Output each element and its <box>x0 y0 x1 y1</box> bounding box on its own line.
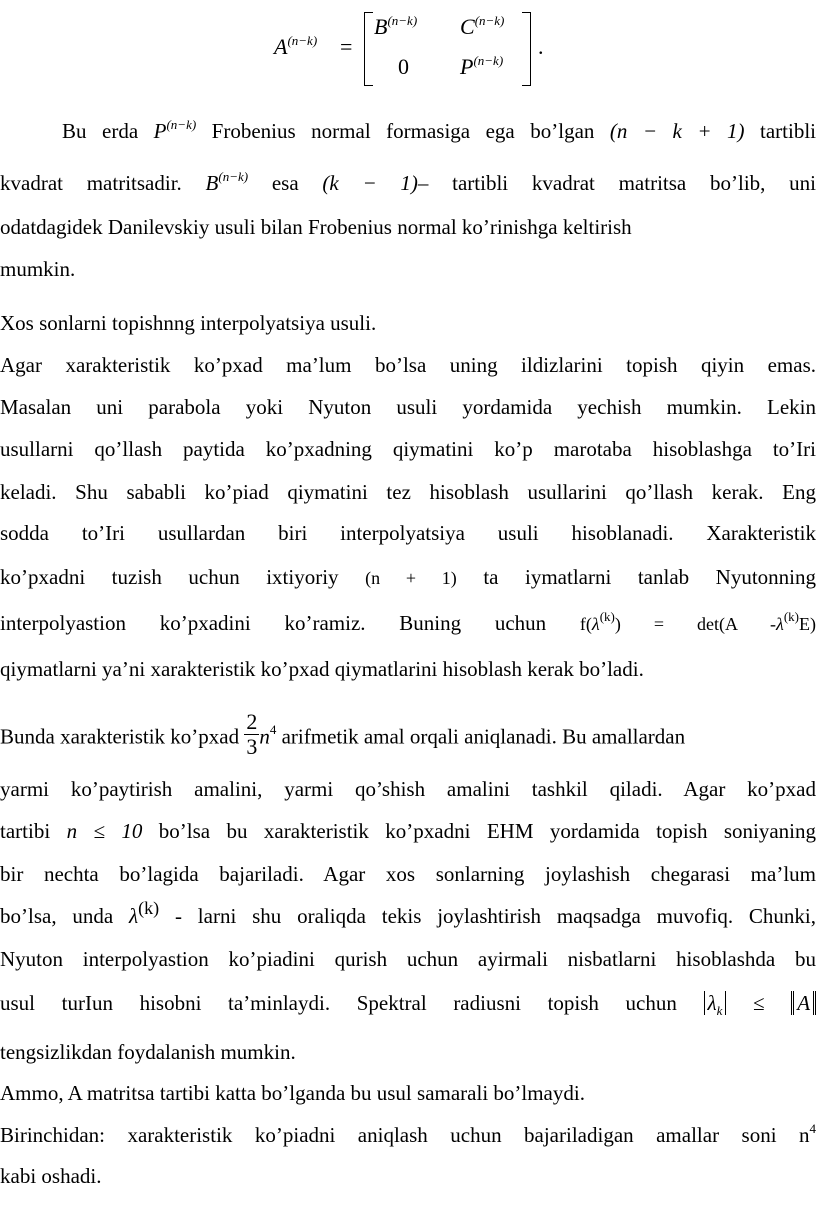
eq-equals: = <box>340 34 353 59</box>
p2-line8: qiymatlarni ya’ni xarakteristik ko’pxad qiymatlarini hisoblash kerak bo’ladi. <box>0 657 644 681</box>
p1-line4: mumkin. <box>0 257 76 281</box>
section-heading: Xos sonlarni topishnng interpolyatsiya usuli. <box>0 311 377 335</box>
matrix-left-bracket <box>364 12 373 86</box>
p2-line3: usullarni qo’llash paytida ko’pxadning qiymatini ko’p marotaba hisoblashga to’Iri <box>0 437 816 461</box>
fraction-two-thirds: $\frac{2}{3}$ <box>246 709 258 759</box>
p2-line1: Agar xarakteristik ko’pxad ma’lum bo’lsa uning ildizlarini topish qiyin emas. <box>0 353 816 377</box>
p5-line1: Birinchidan: xarakteristik ko’piadni aniqlash uchun bajariladigan amallar soni $n^4$ <box>0 1121 816 1147</box>
p2-line2: Masalan uni parabola yoki Nyuton usuli yordamida yechish mumkin. Lekin <box>0 395 816 419</box>
p1-line3: odatdagidek Danilevskiy usuli bilan Frobenius normal ko’rinishga keltirish <box>0 215 632 239</box>
p3-line7: usul turIun hisobni ta’minlaydi. Spektral radiusni topish uchun $\lambda_k \le A$ <box>0 990 816 1016</box>
p3-line6: Nyuton interpolyastion ko’piadini qurish uchun ayirmali nisbatlarni hisoblashda bu <box>0 947 816 971</box>
p1-line2: kvadrat matritsadir. $B^{(n-k)}$ esa (k − 1)– tartibli kvadrat matritsa bo’lib, uni <box>0 169 816 195</box>
p3-line4: bir nechta bo’lagida bajariladi. Agar xos sonlarning joylashish chegarasi ma’lum <box>0 862 816 886</box>
matrix-equation <box>0 0 816 100</box>
p3-line1: Bunda xarakteristik ko’pxad $\frac{2}{3}$ $n^4$ arifmetik amal orqali aniqlanadi. Bu amallardan <box>0 709 686 759</box>
matrix-c12: $C^{(n-k)}$ <box>460 13 505 39</box>
p4-line1: Ammo, A matritsa tartibi katta bo’lganda bu usul samarali bo’lmaydi. <box>0 1081 585 1105</box>
p3-line2: yarmi ko’paytirish amalini, yarmi qo’shish amalini tashkil qiladi. Agar ko’pxad <box>0 777 816 801</box>
eq-period: . <box>538 34 544 59</box>
p2-line4: keladi. Shu sababli ko’piad qiymatini tez hisoblash usullarini qo’llash kerak. Eng <box>0 480 816 504</box>
p2-line7: interpolyastion ko’pxadini ko’ramiz. Buning uchun $f(\lambda^{(k)}) = \det(A$ $-\lambda^{(k)}E$) <box>0 609 816 635</box>
p1-line1: Bu erda $P^{(n-k)}$ Frobenius normal formasiga ega bo’lgan (n − k + 1) tartibli <box>62 117 816 143</box>
p2-line6: ko’pxadni tuzish uchun ixtiyoriy (n + 1) ta iymatlarni tanlab Nyutonning <box>0 565 816 589</box>
matrix-p22: $P^{(n-k)}$ <box>460 53 504 79</box>
matrix-b11: $B^{(n-k)}$ <box>374 13 418 39</box>
p3-line3: tartibi n ≤ 10 bo’lsa bu xarakteristik ko’pxadni EHM yordamida topish soniyaning <box>0 819 816 843</box>
p3-line8: tengsizlikdan foydalanish mumkin. <box>0 1040 296 1064</box>
p5-line2: kabi oshadi. <box>0 1164 102 1188</box>
p3-line5: bo’lsa, unda λ(k) - larni shu oraliqda tekis joylashtirish maqsadga muvofiq. Chunki, <box>0 898 816 928</box>
p2-line5: sodda to’Iri usullardan biri interpolyatsiya usuli hisoblanadi. Xarakteristik <box>0 521 816 545</box>
matrix-right-bracket <box>522 12 531 86</box>
eq-lhs: $A^{(n-k)}$ <box>274 33 318 59</box>
matrix-zero21: 0 <box>398 54 409 79</box>
